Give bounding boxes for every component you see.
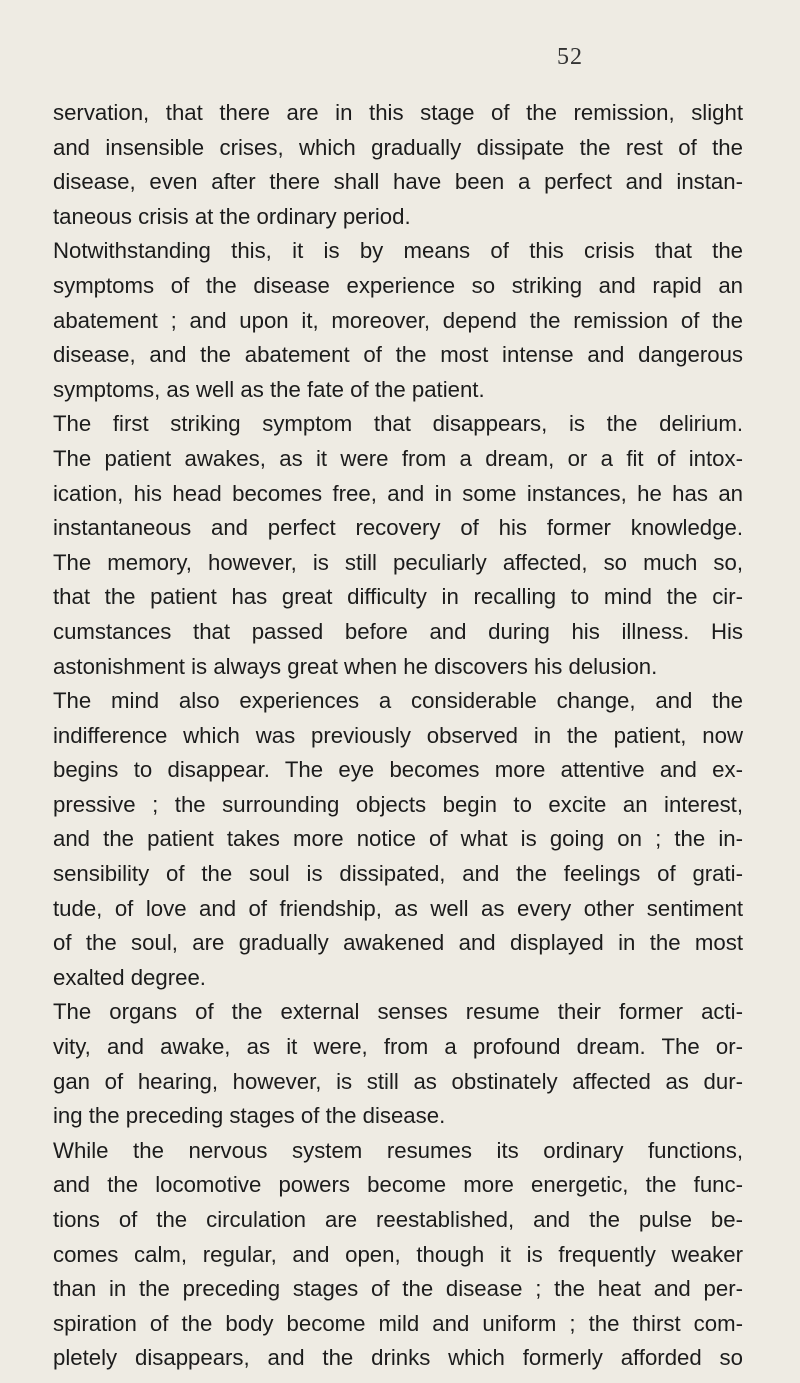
- text-line: servation, that there are in this stage of the remission, slight: [53, 100, 743, 125]
- text-line: symptoms, as well as the fate of the patient.: [53, 376, 485, 402]
- text-line: pletely disappears, and the drinks which formerly afforded so: [53, 1345, 743, 1371]
- text-line: The mind also experiences a considerable change, and the: [53, 688, 743, 714]
- text-line: Notwithstanding this, it is by means of this crisis that the: [53, 238, 743, 264]
- text-line: and insensible crises, which gradually dissipate the rest of the: [53, 134, 743, 160]
- text-line: begins to disappear. The eye becomes more attentive and ex-: [53, 757, 743, 783]
- text-line: and the locomotive powers become more energetic, the func-: [53, 1172, 743, 1198]
- text-line: disease, even after there shall have been a perfect and instan-: [53, 169, 743, 195]
- text-line: comes calm, regular, and open, though it is frequently weaker: [53, 1241, 743, 1267]
- text-line: indifference which was previously observed in the patient, now: [53, 722, 743, 748]
- text-line: gan of hearing, however, is still as obstinately affected as dur-: [53, 1068, 743, 1094]
- text-line: abatement ; and upon it, moreover, depend the remission of the: [53, 307, 743, 333]
- text-line: cumstances that passed before and during his illness. His: [53, 618, 743, 644]
- text-line: symptoms of the disease experience so striking and rapid an: [53, 272, 743, 298]
- body-text: [53, 96, 743, 1376]
- text-line: spiration of the body become mild and uniform ; the thirst com-: [53, 1310, 743, 1336]
- text-line: that the patient has great difficulty in recalling to mind the cir-: [53, 584, 743, 610]
- text-line: than in the preceding stages of the disease ; the heat and per-: [53, 1276, 743, 1302]
- text-line: While the nervous system resumes its ordinary functions,: [53, 1137, 743, 1163]
- text-line: exalted degree.: [53, 964, 206, 990]
- text-line: The memory, however, is still peculiarly affected, so much so,: [53, 549, 743, 575]
- text-line: vity, and awake, as it were, from a profound dream. The or-: [53, 1034, 743, 1060]
- text-line: pressive ; the surrounding objects begin to excite an interest,: [53, 791, 743, 817]
- page-number: 52: [557, 44, 583, 70]
- text-line: disease, and the abatement of the most intense and dangerous: [53, 342, 743, 368]
- text-line: The patient awakes, as it were from a dream, or a fit of intox-: [53, 445, 743, 471]
- text-line: instantaneous and perfect recovery of his former knowledge.: [53, 515, 743, 541]
- text-line: of the soul, are gradually awakened and displayed in the most: [53, 930, 743, 956]
- text-line: taneous crisis at the ordinary period.: [53, 203, 411, 229]
- text-line: ing the preceding stages of the disease.: [53, 1103, 446, 1129]
- text-line: sensibility of the soul is dissipated, and the feelings of grati-: [53, 861, 743, 887]
- text-line: and the patient takes more notice of what is going on ; the in-: [53, 826, 743, 852]
- text-line: ication, his head becomes free, and in some instances, he has an: [53, 480, 743, 506]
- text-line: The first striking symptom that disappears, is the delirium.: [53, 411, 743, 437]
- text-line: tude, of love and of friendship, as well as every other sentiment: [53, 895, 743, 921]
- text-line: astonishment is always great when he discovers his delusion.: [53, 653, 658, 679]
- text-line: tions of the circulation are reestablished, and the pulse be-: [53, 1207, 743, 1232]
- text-line: The organs of the external senses resume their former acti-: [53, 999, 743, 1025]
